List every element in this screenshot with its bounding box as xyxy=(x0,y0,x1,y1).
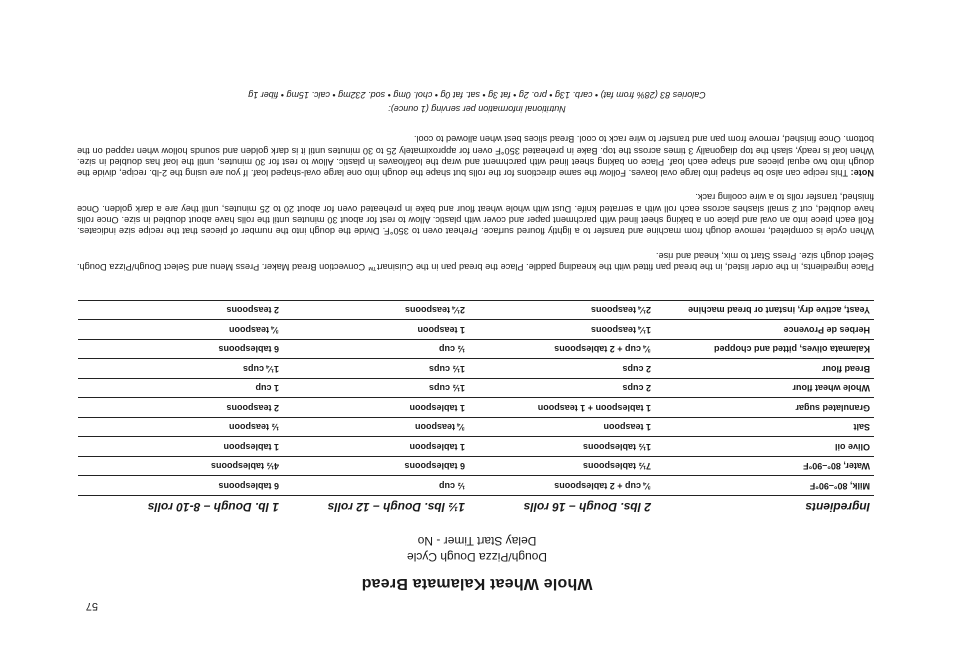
header-2lb: 2 lbs. Dough – 16 rolls xyxy=(469,496,655,519)
instruction-paragraph-1: Place ingredients, in the order listed, in the bread pan fitted with the kneading paddle. Place the bread pan in the Cuisinart™ Convection Bread Maker. Press Menu and Select Dough/Pizza Dough. Select dough size. Press Start to mix, knead and rise. xyxy=(77,250,874,272)
ingredient-name: Water, 80°–90°F xyxy=(655,457,874,477)
amount-1lb: 4½ tablespoons xyxy=(78,457,283,477)
amount-1-5lb: 2¼ teaspoons xyxy=(283,301,469,321)
timer-subtitle: Delay Start Timer - No xyxy=(417,534,537,548)
table-row xyxy=(78,398,874,418)
ingredient-name: Bread flour xyxy=(655,359,874,379)
amount-1-5lb: 1 tablespoon xyxy=(283,398,469,418)
amount-1-5lb: 1 teaspoon xyxy=(283,320,469,340)
amount-2lb: 1 tablespoon + 1 teaspoon xyxy=(469,398,655,418)
table-row xyxy=(78,476,874,496)
recipe-title: Whole Wheat Kalamata Bread xyxy=(361,575,593,592)
amount-2lb: 2 cups xyxy=(469,359,655,379)
amount-2lb: 1¼ teaspoons xyxy=(469,320,655,340)
cycle-subtitle: Dough/Pizza Dough Cycle xyxy=(406,550,548,564)
ingredient-name: Olive oil xyxy=(655,437,874,457)
ingredient-table xyxy=(78,300,874,518)
instruction-paragraph-2: When cycle is completed, remove dough from machine and transfer to a lightly floured surface. Preheat oven to 350°F. Divide the dough into the number of pieces that the recipe size indicates. Roll each piece into an oval and place on a baking sheet lined with parchment paper and cover with plastic. Allow to rest for about 30 minutes until the rolls have about doubled in size. Once rolls have doubled, cut 2 small slashes across each roll with a serrated knife. Dust with whole wheat flour and bake in preheated oven for about 20 to 25 minutes, until they are a dark golden. Once finished, transfer rolls to a wire cooling rack. xyxy=(77,192,874,236)
amount-2lb: 1½ tablespoons xyxy=(469,437,655,457)
ingredient-name: Kalamata olives, pitted and chopped xyxy=(655,340,874,360)
header-ingredients: Ingredients xyxy=(655,496,874,519)
table-row xyxy=(78,359,874,379)
nutrition-label: Nutritional information per serving (1 ounce): xyxy=(388,104,566,114)
amount-1-5lb: ½ cup xyxy=(283,340,469,360)
ingredient-name: Salt xyxy=(655,418,874,438)
amount-1lb: ¾ teaspoon xyxy=(78,320,283,340)
note-paragraph xyxy=(77,133,874,178)
amount-2lb: ¾ cup + 2 tablespoons xyxy=(469,476,655,496)
ingredient-name: Whole wheat flour xyxy=(655,379,874,399)
amount-1lb: 2 teaspoons xyxy=(78,301,283,321)
table-row xyxy=(78,379,874,399)
table-row xyxy=(78,418,874,438)
header-1lb: 1 lb. Dough – 8-10 rolls xyxy=(78,496,283,519)
amount-1-5lb: 1½ cups xyxy=(283,359,469,379)
header-1-5lb: 1½ lbs. Dough – 12 rolls xyxy=(283,496,469,519)
ingredient-name: Herbes de Provence xyxy=(655,320,874,340)
amount-1lb: 1¼ cups xyxy=(78,359,283,379)
table-row xyxy=(78,320,874,340)
table-row xyxy=(78,437,874,457)
amount-2lb: 7½ tablespoons xyxy=(469,457,655,477)
amount-2lb: 2¼ teaspoons xyxy=(469,301,655,321)
ingredient-name: Granulated sugar xyxy=(655,398,874,418)
amount-2lb: ¾ cup + 2 tablespoons xyxy=(469,340,655,360)
nutrition-values: Calories 83 (28% from fat) • carb. 13g • pro. 2g • fat 3g • sat. fat 0g • chol. 0mg • sod. 232mg • calc. 15mg • fiber 1g xyxy=(248,90,706,100)
amount-1-5lb: 6 tablespoons xyxy=(283,457,469,477)
amount-1lb: 6 tablespoons xyxy=(78,340,283,360)
note-label: Note: xyxy=(850,168,874,178)
amount-1lb: ½ teaspoon xyxy=(78,418,283,438)
table-row xyxy=(78,301,874,321)
amount-1-5lb: ½ cup xyxy=(283,476,469,496)
table-row xyxy=(78,457,874,477)
amount-1lb: 2 teaspoons xyxy=(78,398,283,418)
amount-2lb: 2 cups xyxy=(469,379,655,399)
ingredient-name: Milk, 80°–90°F xyxy=(655,476,874,496)
table-row xyxy=(78,340,874,360)
page-number: 57 xyxy=(85,600,98,612)
amount-1lb: 6 tablespoons xyxy=(78,476,283,496)
amount-2lb: 1 teaspoon xyxy=(469,418,655,438)
amount-1-5lb: 1½ cups xyxy=(283,379,469,399)
amount-1lb: 1 tablespoon xyxy=(78,437,283,457)
ingredient-name: Yeast, active dry, instant or bread machine xyxy=(655,301,874,321)
note-text: This recipe can also be shaped into large oval loaves. Follow the same directions for the rolls but shape the dough into one large oval-shaped loaf. If you are using the 2-lb. recipe, divide the dough into two equal pieces and shape each loaf. Place on baking sheet lined with parchment and wrap the loaf/loaves in plastic. Allow to rest for 30 minutes, until the loaf has doubled in size. When loaf is ready, slash the top diagonally 3 times across the top. Bake in preheated 350°F oven for approximately 25 to 30 minutes until it is dark golden and sounds hollow when rapped on the bottom. Once finished, remove from pan and transfer to wire rack to cool. Bread slices best when allowed to cool. xyxy=(77,134,874,178)
amount-1-5lb: 1 tablespoon xyxy=(283,437,469,457)
amount-1lb: 1 cup xyxy=(78,379,283,399)
table-header-row xyxy=(78,496,874,519)
amount-1-5lb: ¾ teaspoon xyxy=(283,418,469,438)
